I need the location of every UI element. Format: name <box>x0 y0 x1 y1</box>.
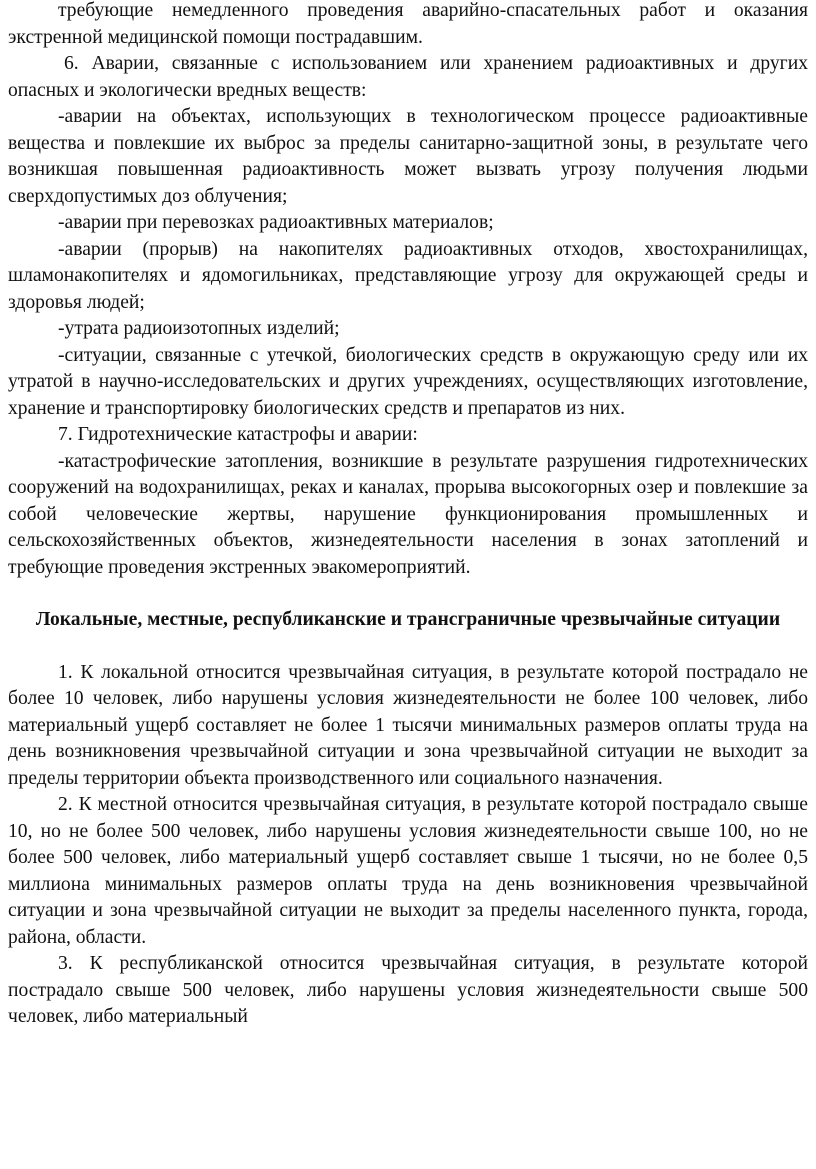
section-heading: Локальные, местные, республиканские и трансграничные чрезвычайные ситуации <box>35 609 781 630</box>
paragraph-item-7: 7. Гидротехнические катастрофы и аварии: <box>58 424 418 445</box>
paragraph-radioactive-objects: -аварии на объектах, использующих в технологическом процессе радиоактивные вещества и повлекшие их выброс за пределы санитарно-защитной зоны, в результате чего возникшая повышенная радиоактивность может вызвать угрозу получения людьми сверхдопустимых доз облучения; <box>8 106 808 207</box>
paragraph-municipal-emergency: 2. К местной относится чрезвычайная ситуация, в результате которой пострадало свыше 10, но не более 500 человек, либо нарушены условия жизнедеятельности свыше 100, но не более 500 человек, либо материальный ущерб составляет свыше 1 тысячи, но не более 0,5 миллиона минимальных размеров оплаты труда на день возникновения чрезвычайной ситуации и зона чрезвычайной ситуации не выходит за пределы населенного пункта, города, района, области. <box>8 794 808 948</box>
blank-line <box>8 634 808 660</box>
paragraph-biological-leak: -ситуации, связанные с утечкой, биологических средств в окружающую среду или их утратой в научно-исследовательских и других учреждениях, осуществляющих изготовление, хранение и транспортировку биологических средств и препаратов из них. <box>8 344 808 419</box>
blank-line <box>8 581 808 607</box>
paragraph-isotope-loss: -утрата радиоизотопных изделий; <box>58 318 340 339</box>
paragraph-republic-emergency: 3. К республиканской относится чрезвычайная ситуация, в результате которой пострадало свыше 500 человек, либо нарушены условия жизнедеятельности свыше 500 человек, либо материальный <box>8 953 808 1027</box>
paragraph-continuation: требующие немедленного проведения аварийно-спасательных работ и оказания экстренной медицинской помощи пострадавшим. <box>8 0 808 48</box>
paragraph-local-emergency: 1. К локальной относится чрезвычайная ситуация, в результате которой пострадало не более 10 человек, либо нарушены условия жизнедеятельности не более 100 человек, либо материальный ущерб составляет не более 1 тысячи минимальных размеров оплаты труда на день возникновения чрезвычайной ситуации и зона чрезвычайной ситуации не выходит за пределы территории объекта производственного или социального назначения. <box>8 661 808 789</box>
paragraph-flooding: -катастрофические затопления, возникшие в результате разрушения гидротехнических сооружений на водохранилищах, реках и каналах, прорыва высокогорных озер и повлекшие за собой человеческие жертвы, нарушение функционирования промышленных и сельскохозяйственных объектов, жизнедеятельности населения в зонах затоплений и требующие проведения экстренных эвакомероприятий. <box>8 450 808 578</box>
paragraph-item-6: 6. Аварии, связанные с использованием или хранением радиоактивных и других опасных и экологически вредных веществ: <box>8 53 808 101</box>
paragraph-waste-storage: -аварии (прорыв) на накопителях радиоактивных отходов, хвостохранилищах, шламонакопителях и ядомогильниках, представляющие угрозу для окружающей среды и здоровья людей; <box>8 238 808 313</box>
paragraph-radioactive-transport: -аварии при перевозках радиоактивных материалов; <box>58 212 494 233</box>
